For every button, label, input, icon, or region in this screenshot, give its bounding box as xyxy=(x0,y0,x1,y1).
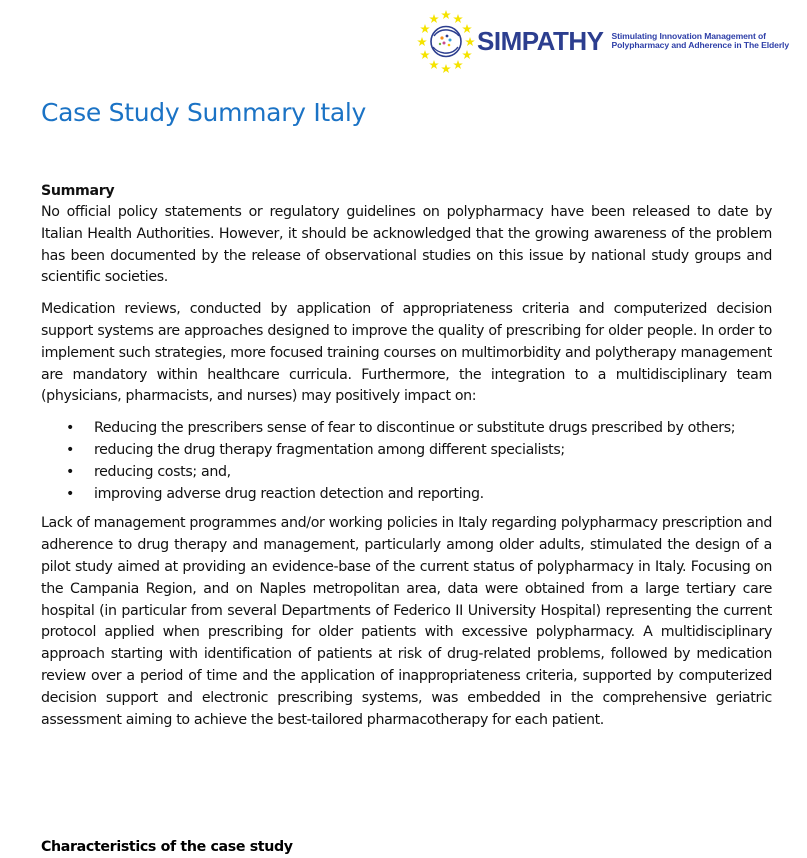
page-title: Case Study Summary Italy xyxy=(41,98,367,127)
brand-name: SIMPATHY xyxy=(477,26,604,56)
list-item xyxy=(66,440,772,462)
closing-paragraph: Lack of management programmes and/or working policies in Italy regarding polypharmacy prescription and adherence to drug therapy and management, particularly among older adults, stimulated the design of a pilot study aimed at providing an evidence-base of the current status of polypharmacy in Italy. Focusing on the Campania Region, and on Naples metropolitan area, data were obtained from a large tertiary care hospital (in particular from several Departments of Federico II University Hospital) representing the current protocol applied when prescribing for older patients with excessive polypharmacy. A multidisciplinary approach starting with identification of patients at risk of drug-related problems, followed by medication review over a period of time and the application of inappropriateness criteria, supported by computerized decision support and electronic prescribing systems, was embedded in the comprehensive geriatric assessment aiming to achieve the best-tailored pharmacotherapy for each patient. xyxy=(41,515,772,728)
list-item xyxy=(66,418,772,440)
impact-list xyxy=(41,418,772,505)
header-logo xyxy=(417,8,789,74)
summary-paragraph-2: Medication reviews, conducted by application of appropriateness criteria and computerized decision support systems are approaches designed to improve the quality of prescribing for older people. In order to implement such strategies, more focused training courses on multimorbidity and polytherapy management are mandatory within healthcare curricula. Furthermore, the integration to a multidisciplinary team (physicians, pharmacists, and nurses) may positively impact on: xyxy=(41,301,772,405)
list-item xyxy=(66,484,772,506)
summary-paragraph-1: No official policy statements or regulatory guidelines on polypharmacy have been released to date by Italian Health Authorities. However, it should be acknowledged that the growing awareness of the problem has been documented by the release of observational studies on this issue by national study groups and scientific societies. xyxy=(41,204,772,286)
document-body xyxy=(41,180,772,741)
list-item-text: Reducing the prescribers sense of fear to discontinue or substitute drugs prescribed by others; xyxy=(94,420,736,437)
list-item xyxy=(66,462,772,484)
characteristics-heading: Characteristics of the case study xyxy=(41,839,293,855)
list-item-text: reducing costs; and, xyxy=(94,463,231,480)
summary-heading: Summary xyxy=(41,183,115,199)
list-item-text: improving adverse drug reaction detection and reporting. xyxy=(94,485,484,502)
tagline-line-2: Polypharmacy and Adherence in The Elderly xyxy=(611,40,790,50)
simpathy-emblem-icon xyxy=(417,8,475,74)
bullet-icon: • xyxy=(66,485,75,502)
list-item-text: reducing the drug therapy fragmentation among different specialists; xyxy=(94,441,565,458)
tagline-line-1: Stimulating Innovation Management of xyxy=(611,30,766,41)
brand-tagline xyxy=(611,32,789,51)
bullet-icon: • xyxy=(66,420,75,437)
bullet-icon: • xyxy=(66,441,75,458)
bullet-icon: • xyxy=(66,463,75,480)
